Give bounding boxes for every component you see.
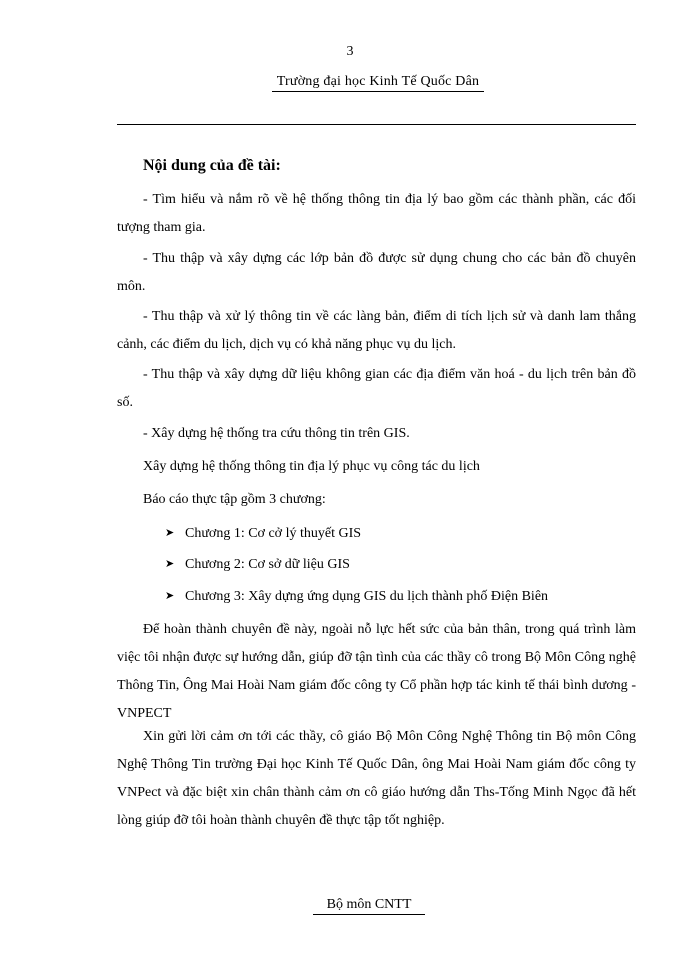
arrowhead-bullet-icon: ➤ [165, 558, 175, 570]
objective-text: - Thu thập và xử lý thông tin về các làng bản, điểm di tích lịch sử và danh lam thắng cảnh, các điểm du lịch, dịch vụ có khả năng phục vụ du lịch. [117, 309, 636, 352]
thanks-text: Để hoàn thành chuyên đề này, ngoài nỗ lực hết sức của bản thân, trong quá trình làm việc tôi nhận được sự hướng dẫn, giúp đỡ tận tình của các thầy cô trong Bộ Môn Công nghệ Thông Tin, Ông Mai Hoài Nam giám đốc công ty Cổ phần hợp tác kinh tế thái bình dương - VNPECT [117, 622, 636, 721]
page-number: 3 [346, 44, 354, 59]
chapter-label: Chương 3: Xây dựng ứng dụng GIS du lịch thành phố Điện Biên [185, 589, 549, 604]
chapter-item [165, 586, 548, 607]
objective-text: - Thu thập và xây dựng các lớp bản đồ được sử dụng chung cho các bản đồ chuyên môn. [117, 251, 636, 294]
footer-department: Bộ môn CNTT [313, 897, 425, 915]
header-divider [117, 124, 636, 125]
chapter-label: Chương 2: Cơ sở dữ liệu GIS [185, 557, 350, 572]
objective-paragraph [117, 303, 636, 359]
arrowhead-bullet-icon: ➤ [165, 527, 175, 539]
chapter-label: Chương 1: Cơ cở lý thuyết GIS [185, 526, 362, 541]
chapter-item [165, 523, 361, 544]
section-title: Nội dung của đề tài: [143, 157, 281, 174]
objective-paragraph [117, 245, 636, 301]
thanks-paragraph [117, 723, 636, 835]
header-title: Trường đại học Kinh Tế Quốc Dân [272, 74, 484, 92]
report-intro: Báo cáo thực tập gồm 3 chương: [143, 492, 326, 507]
objective-paragraph [117, 361, 636, 417]
chapter-item [165, 554, 350, 575]
objective-text: - Thu thập và xây dựng dữ liệu không gian các địa điểm văn hoá - du lịch trên bản đồ số. [117, 367, 636, 410]
build-system-line: Xây dựng hệ thống thông tin địa lý phục vụ công tác du lịch [143, 459, 480, 474]
thanks-paragraph [117, 616, 636, 728]
arrowhead-bullet-icon: ➤ [165, 590, 175, 602]
objective-text: - Tìm hiểu và nắm rõ về hệ thống thông tin địa lý bao gồm các thành phần, các đối tượng tham gia. [117, 192, 636, 235]
objective-paragraph [117, 186, 636, 242]
gis-lookup-line: - Xây dựng hệ thống tra cứu thông tin trên GIS. [143, 426, 410, 441]
thanks-text: Xin gửi lời cảm ơn tới các thầy, cô giáo Bộ Môn Công Nghệ Thông tin Bộ môn Công Nghệ Thông Tin trường Đại học Kinh Tế Quốc Dân, ông Mai Hoài Nam giám đốc công ty VNPect và đặc biệt xin chân thành cảm ơn cô giáo hướng dẫn Ths-Tống Minh Ngọc đã hết lòng giúp đỡ tôi hoàn thành chuyên đề thực tập tốt nghiệp. [117, 729, 636, 828]
